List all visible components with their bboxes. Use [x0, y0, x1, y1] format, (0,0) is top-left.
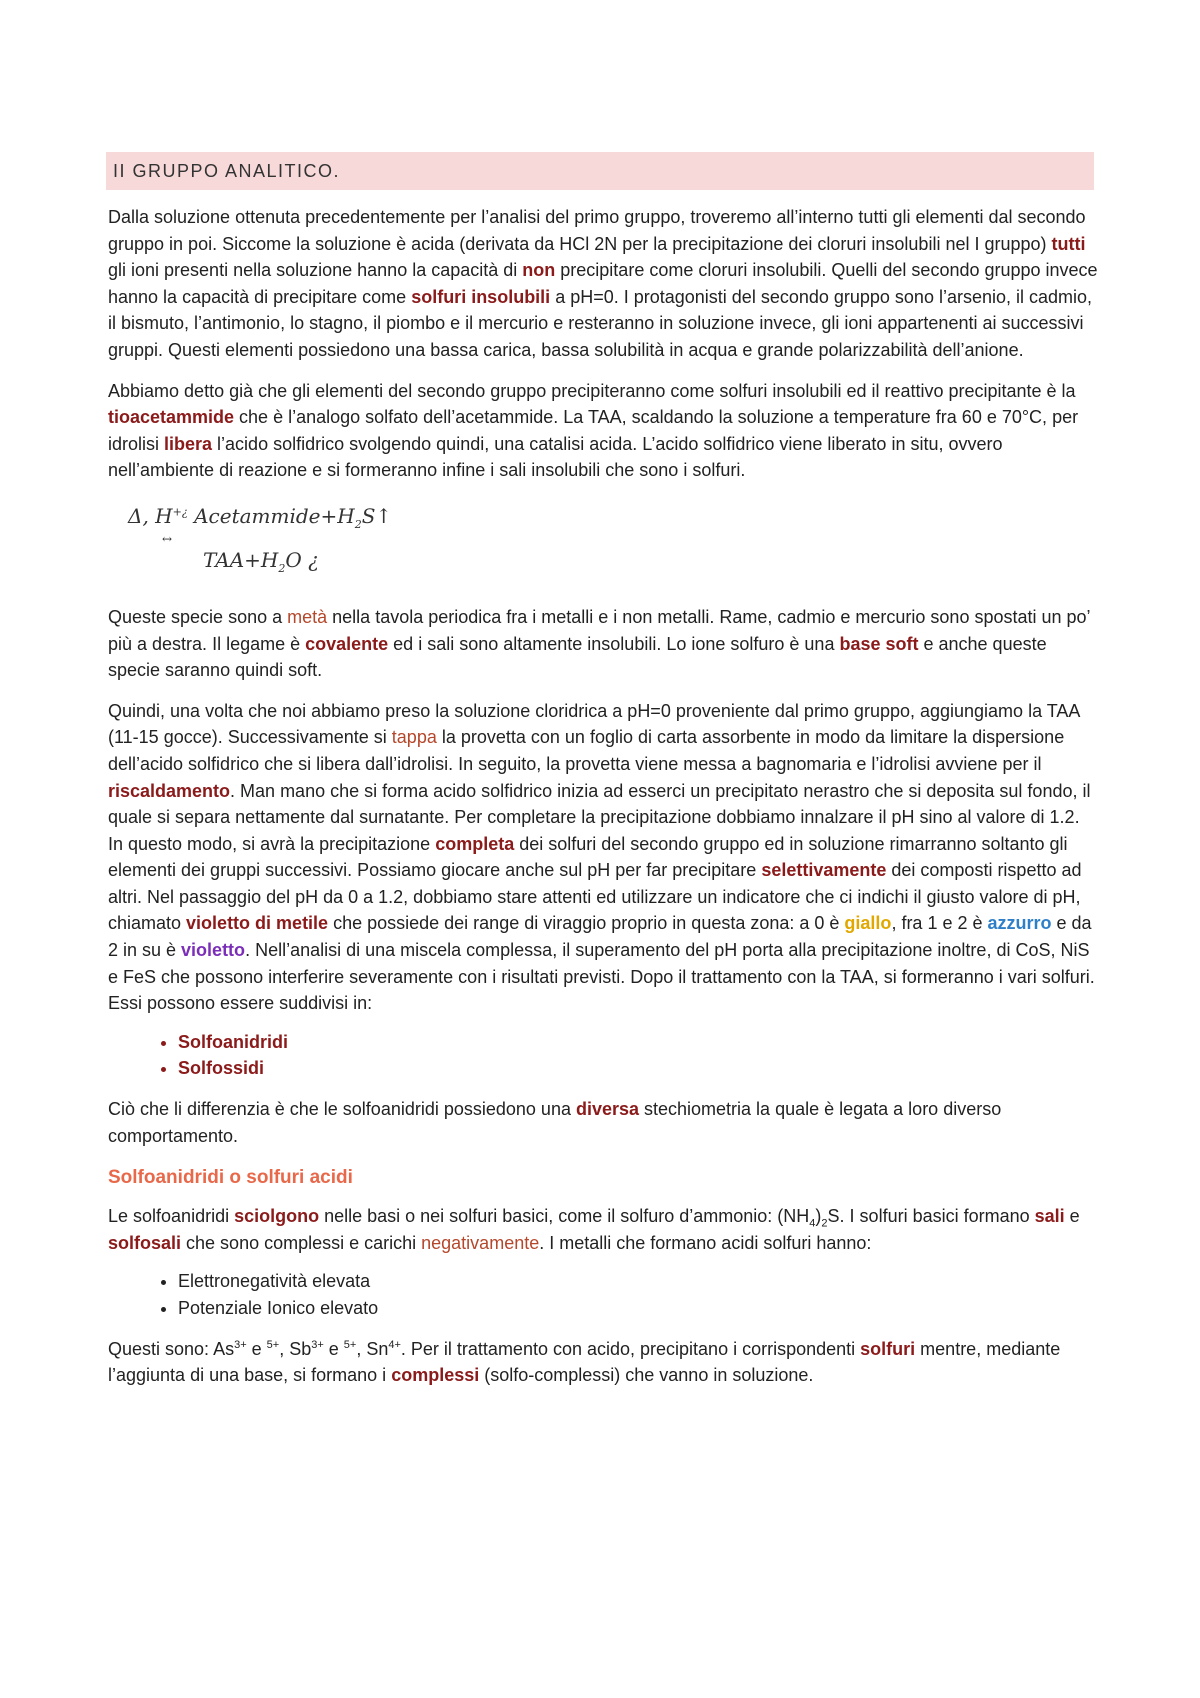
- text-run: Questi sono: As: [108, 1338, 235, 1359]
- text-bold: solfuri: [860, 1338, 916, 1359]
- text-run: Ciò che li differenzia è che le solfoanidridi possiedono una: [108, 1099, 576, 1120]
- text-bold: diversa: [575, 1099, 640, 1120]
- text-run: nelle basi o nei solfuri basici, come il solfuro d’ammonio: (NH: [319, 1206, 810, 1227]
- text-run: che è l’analogo solfato dell’acetammide. La TAA, scaldando la soluzione a temperature fra 60 e 70°C, per idrolisi: [108, 407, 1079, 454]
- text-run: S. I solfuri basici formano: [827, 1206, 1035, 1227]
- text-run: . Per il trattamento con acido, precipitano i corrispondenti: [400, 1338, 861, 1359]
- metal-properties-list: [108, 1268, 1098, 1321]
- text-run: dei composti rispetto ad altri. Nel passaggio del pH da 0 a 1.2, dobbiamo stare attenti ed utilizzare un indicatore che ci indichi il giusto valore di pH, chiamato: [108, 860, 1082, 934]
- text-violet: violetto: [181, 940, 246, 961]
- text-bold: violetto di metile: [186, 913, 329, 934]
- text-run: a pH=0. I protagonisti del secondo gruppo sono l’arsenio, il cadmio, il bismuto, l’antimonio, lo stagno, il piombo e il mercurio e resteranno in soluzione invece, gli ioni appartenenti ai successivi gruppi. Questi elementi possiedono una bassa carica, bassa solubilità in acqua e grande polarizzabilità dell’anione.: [108, 286, 1093, 360]
- text-run: (solfo-complessi) che vanno in soluzione.: [479, 1365, 814, 1386]
- document-page: [108, 152, 1098, 1389]
- formula-reactants: TAA+H: [203, 547, 279, 572]
- list-item: • Elettronegatività elevata: [178, 1268, 1098, 1295]
- text-run: . I metalli che formano acidi solfuri hanno:: [539, 1232, 872, 1253]
- reaction-formula: [108, 496, 1098, 590]
- text-run: . Man mano che si forma acido solfidrico inizia ad esserci un precipitato nerastro che si deposita sul fondo, il quale si separa nettamente dal surnatante. Per completare la precipitazione dobbiamo innalzare il pH sino al valore di 1.2. In questo modo, si avrà la precipitazione: [108, 780, 1091, 854]
- text-run: la provetta con un foglio di carta assorbente in modo da limitare la dispersione dell’acido solfidrico che si libera dall’idrolisi. In seguito, la provetta viene messa a bagnomaria e l’idrolisi avviene per il: [108, 727, 1065, 774]
- text-run: , Sn: [356, 1338, 389, 1359]
- formula-h2s: S↑: [361, 503, 393, 528]
- formula-line-1: [128, 503, 393, 531]
- text-run: che possiede dei range di viraggio proprio in questa zona: a 0 è: [328, 913, 845, 934]
- text-run: l’acido solfidrico svolgendo quindi, una catalisi acida. L’acido solfidrico viene liberato in situ, ovvero nell’ambiente di reazione e si formeranno infine i sali insolubili che sono i solfuri.: [108, 433, 1003, 481]
- paragraph-taa: [108, 378, 1098, 484]
- text-blue: azzurro: [987, 913, 1052, 934]
- text-run: e: [1064, 1206, 1080, 1227]
- sulfide-types-list: [108, 1029, 1098, 1082]
- text-run: Le solfoanidridi: [108, 1206, 235, 1227]
- text-run: ): [815, 1206, 822, 1227]
- formula-products: Acetammide+H: [187, 503, 355, 528]
- section-heading: II GRUPPO ANALITICO.: [106, 152, 1094, 190]
- text-run: che sono complessi e carichi: [181, 1232, 422, 1253]
- text-red: metà: [287, 606, 328, 627]
- text-run: e da 2 in su è: [108, 913, 1092, 961]
- paragraph-elements: [108, 1336, 1098, 1389]
- text-run: Queste specie sono a: [108, 606, 288, 627]
- text-bold: solfosali: [108, 1232, 182, 1253]
- text-bold: non: [522, 260, 556, 281]
- list-item: • Potenziale Ionico elevato: [178, 1295, 1098, 1322]
- list-item: • Solfossidi: [178, 1055, 1098, 1082]
- formula-delta-h: Δ, H: [128, 503, 173, 528]
- text-bold: base soft: [839, 633, 919, 654]
- formula-sup: +¿: [172, 505, 188, 519]
- text-bold: sciolgono: [234, 1206, 320, 1227]
- text-sup: 5+: [266, 1338, 280, 1351]
- text-run: e: [323, 1338, 344, 1359]
- subsection-heading: Solfoanidridi o solfuri acidi: [108, 1167, 353, 1189]
- formula-line-2: [203, 547, 319, 575]
- equilibrium-arrow-icon: ↔: [162, 531, 173, 546]
- text-sup: 5+: [343, 1338, 357, 1351]
- formula-water: O ¿: [285, 547, 319, 572]
- text-red: negativamente: [421, 1232, 540, 1253]
- text-run: precipitare come cloruri insolubili. Quelli del secondo gruppo invece hanno la capacità di precipitare come: [108, 260, 1098, 307]
- text-run: . Nell’analisi di una miscela complessa, il superamento del pH porta alla precipitazione inoltre, di CoS, NiS e FeS che possono interferire severamente con i risultati previsti. Dopo il trattamento con la TAA, si formeranno i vari solfuri. Essi possono essere suddivisi in:: [108, 940, 1095, 1014]
- text-run: Dalla soluzione ottenuta precedentemente per l’analisi del primo gruppo, troveremo all’interno tutti gli elementi dal secondo gruppo in poi. Siccome la soluzione è acida (derivata da HCl 2N per la precipitazione dei cloruri insolubili nel I gruppo): [108, 207, 1086, 254]
- text-bold: covalente: [305, 633, 389, 654]
- text-sup: 3+: [234, 1338, 247, 1351]
- text-bold: tutti: [1051, 233, 1086, 254]
- text-run: , fra 1 e 2 è: [891, 913, 988, 934]
- paragraph-solfoanidridi: [108, 1203, 1098, 1256]
- text-run: mentre, mediante l’aggiunta di una base, si formano i: [108, 1338, 1061, 1386]
- paragraph-periodic: [108, 604, 1098, 684]
- list-item: • Solfoanidridi: [178, 1029, 1098, 1056]
- formula-sub: 2: [354, 517, 362, 531]
- text-run: Quindi, una volta che noi abbiamo preso la soluzione cloridrica a pH=0 proveniente dal primo gruppo, aggiungiamo la TAA (11-15 gocce). Successivamente si: [108, 700, 1080, 748]
- text-run: stechiometria la quale è legata a loro diverso comportamento.: [108, 1099, 1002, 1146]
- paragraph-difference: [108, 1096, 1098, 1149]
- text-sub: 2: [821, 1217, 828, 1230]
- text-yellow: giallo: [844, 913, 892, 934]
- text-bold: libera: [164, 433, 213, 454]
- text-run: nella tavola periodica fra i metalli e i non metalli. Rame, cadmio e mercurio sono spostati un po’ più a destra. Il legame è: [108, 606, 1090, 654]
- text-bold: riscaldamento: [108, 780, 231, 801]
- text-sup: 4+: [388, 1338, 401, 1351]
- text-run: e: [246, 1338, 267, 1359]
- text-run: Abbiamo detto già che gli elementi del secondo gruppo precipiteranno come solfuri insolubili ed il reattivo precipitante è la: [108, 380, 1076, 401]
- formula-sub-2: 2: [278, 561, 286, 575]
- text-red: tappa: [391, 727, 437, 748]
- text-sup: 3+: [311, 1338, 324, 1351]
- paragraph-procedure: [108, 698, 1098, 1017]
- text-bold: tioacetammide: [108, 407, 235, 428]
- text-run: dei solfuri del secondo gruppo ed in soluzione rimarranno soltanto gli elementi dei gruppi successivi. Possiamo giocare anche sul pH per far precipitare: [108, 833, 1068, 881]
- text-run: e anche queste specie saranno quindi soft.: [108, 633, 1047, 681]
- text-bold: selettivamente: [761, 860, 887, 881]
- paragraph-intro: [108, 204, 1098, 364]
- text-bold: solfuri insolubili: [411, 286, 551, 307]
- text-run: ed i sali sono altamente insolubili. Lo ione solfuro è una: [388, 633, 840, 654]
- text-bold: completa: [435, 833, 515, 854]
- text-run: gli ioni presenti nella soluzione hanno la capacità di: [108, 260, 523, 281]
- text-bold: complessi: [391, 1365, 480, 1386]
- text-sub: 4: [809, 1217, 816, 1230]
- text-run: , Sb: [279, 1338, 312, 1359]
- text-bold: sali: [1034, 1206, 1065, 1227]
